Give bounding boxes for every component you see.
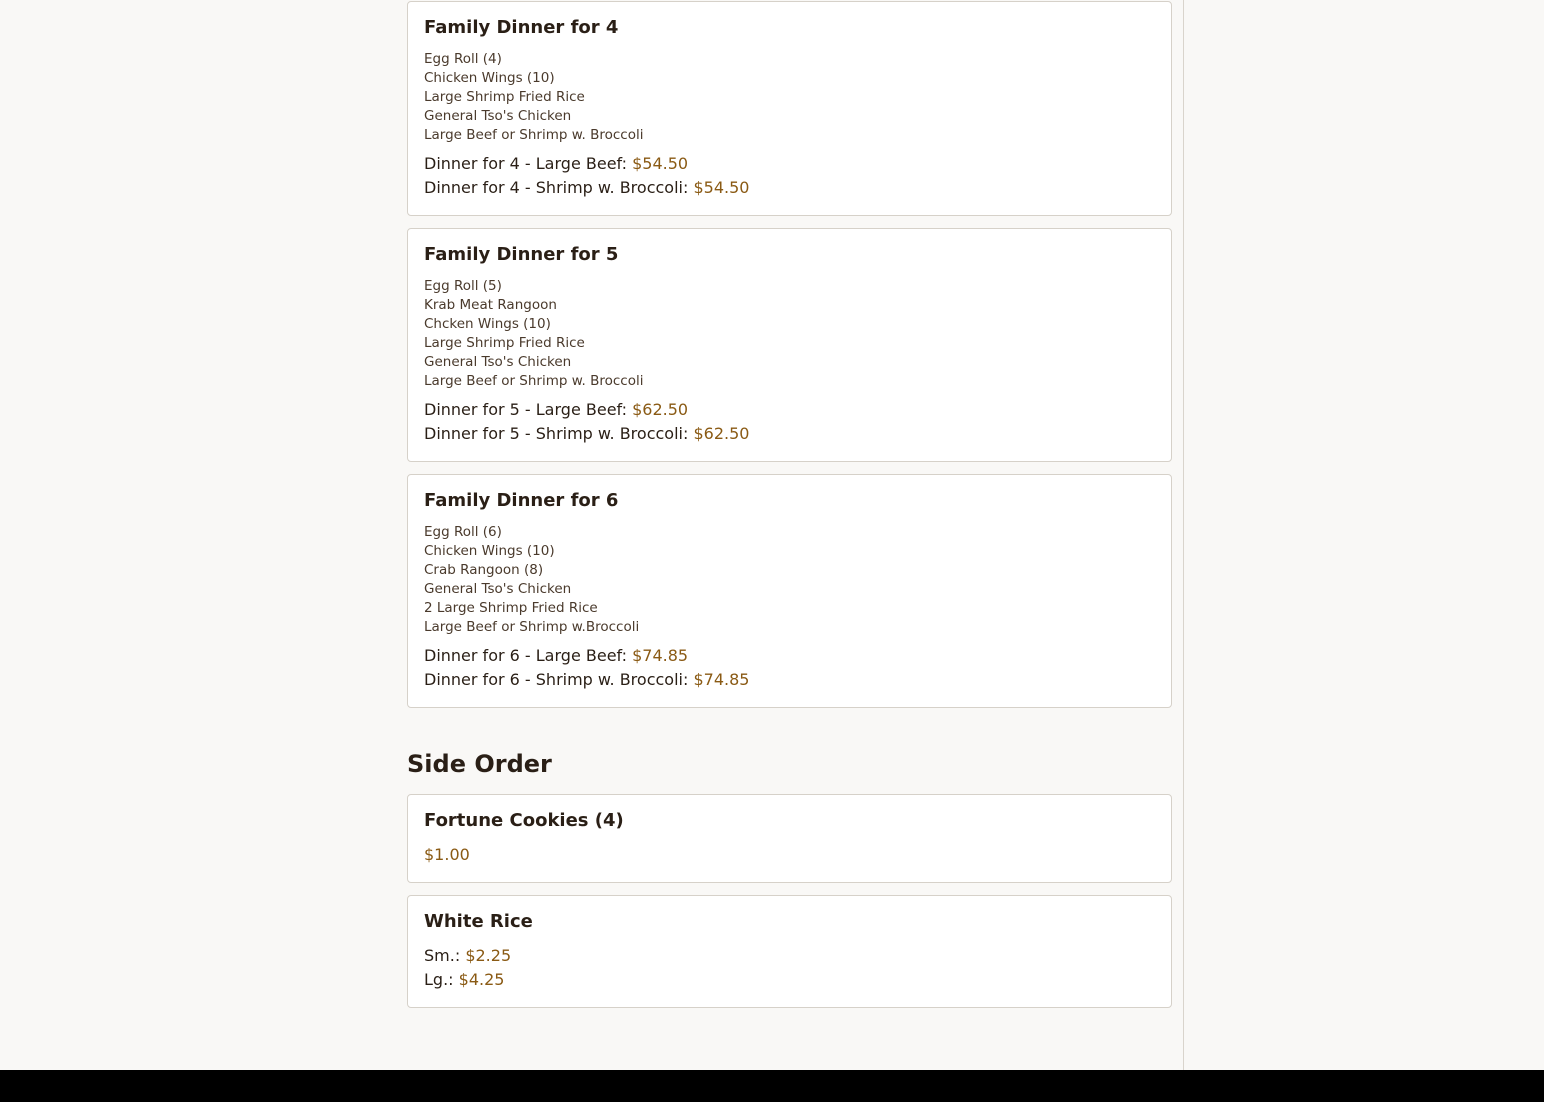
list-item: Large Shrimp Fried Rice — [424, 335, 585, 351]
menu-item-title: Fortune Cookies (4) — [424, 810, 624, 831]
option-label: Dinner for 4 - Shrimp w. Broccoli: — [424, 178, 694, 197]
menu-item-card[interactable] — [407, 794, 1172, 883]
option-label: Lg.: — [424, 970, 459, 989]
list-item: Egg Roll (6) — [424, 524, 502, 540]
option-price: $62.50 — [632, 400, 689, 419]
menu-item-card[interactable] — [407, 1, 1172, 216]
option-label: Dinner for 6 - Large Beef: — [424, 646, 633, 665]
list-item: Chicken Wings (10) — [424, 543, 555, 559]
list-item: General Tso's Chicken — [424, 354, 572, 370]
included-items-list — [424, 50, 1155, 145]
list-item: Large Beef or Shrimp w.Broccoli — [424, 619, 640, 635]
menu-content — [407, 0, 1172, 1008]
price-option[interactable] — [424, 152, 1155, 176]
list-item: Crab Rangoon (8) — [424, 562, 544, 578]
option-price: $2.25 — [465, 946, 512, 965]
list-item: Egg Roll (5) — [424, 278, 502, 294]
included-items-list — [424, 523, 1155, 637]
option-label: Dinner for 4 - Large Beef: — [424, 154, 633, 173]
option-label: Sm.: — [424, 946, 466, 965]
right-divider — [1183, 0, 1184, 1070]
price-option[interactable] — [424, 644, 1155, 668]
menu-item-card[interactable] — [407, 228, 1172, 462]
price-option[interactable] — [424, 176, 1155, 200]
list-item: 2 Large Shrimp Fried Rice — [424, 600, 598, 616]
list-item: Egg Roll (4) — [424, 51, 502, 67]
menu-item-card[interactable] — [407, 474, 1172, 708]
menu-item-card[interactable] — [407, 895, 1172, 1008]
list-item: Large Beef or Shrimp w. Broccoli — [424, 127, 644, 143]
option-price: $4.25 — [458, 970, 505, 989]
price-option[interactable] — [424, 968, 1155, 992]
price-option[interactable] — [424, 398, 1155, 422]
price-option[interactable] — [424, 944, 1155, 968]
menu-item-title: Family Dinner for 5 — [424, 244, 619, 265]
list-item: Krab Meat Rangoon — [424, 297, 557, 313]
included-items-list — [424, 277, 1155, 391]
price-option[interactable] — [424, 422, 1155, 446]
section-heading-side-order: Side Order — [407, 750, 552, 778]
option-price: $74.85 — [632, 646, 689, 665]
option-label: Dinner for 5 - Shrimp w. Broccoli: — [424, 424, 694, 443]
footer-bar — [0, 1070, 1544, 1102]
option-price: $62.50 — [693, 424, 750, 443]
price-option[interactable] — [424, 668, 1155, 692]
item-price: $1.00 — [424, 845, 470, 864]
option-price: $54.50 — [693, 178, 750, 197]
list-item: General Tso's Chicken — [424, 108, 572, 124]
list-item: Large Shrimp Fried Rice — [424, 89, 585, 105]
list-item: Chcken Wings (10) — [424, 316, 551, 332]
option-label: Dinner for 5 - Large Beef: — [424, 400, 633, 419]
list-item: General Tso's Chicken — [424, 581, 572, 597]
option-price: $54.50 — [632, 154, 689, 173]
menu-item-title: Family Dinner for 4 — [424, 17, 619, 38]
list-item: Chicken Wings (10) — [424, 70, 555, 86]
menu-item-title: Family Dinner for 6 — [424, 490, 619, 511]
list-item: Large Beef or Shrimp w. Broccoli — [424, 373, 644, 389]
menu-item-title: White Rice — [424, 911, 533, 932]
option-price: $74.85 — [693, 670, 750, 689]
option-label: Dinner for 6 - Shrimp w. Broccoli: — [424, 670, 694, 689]
